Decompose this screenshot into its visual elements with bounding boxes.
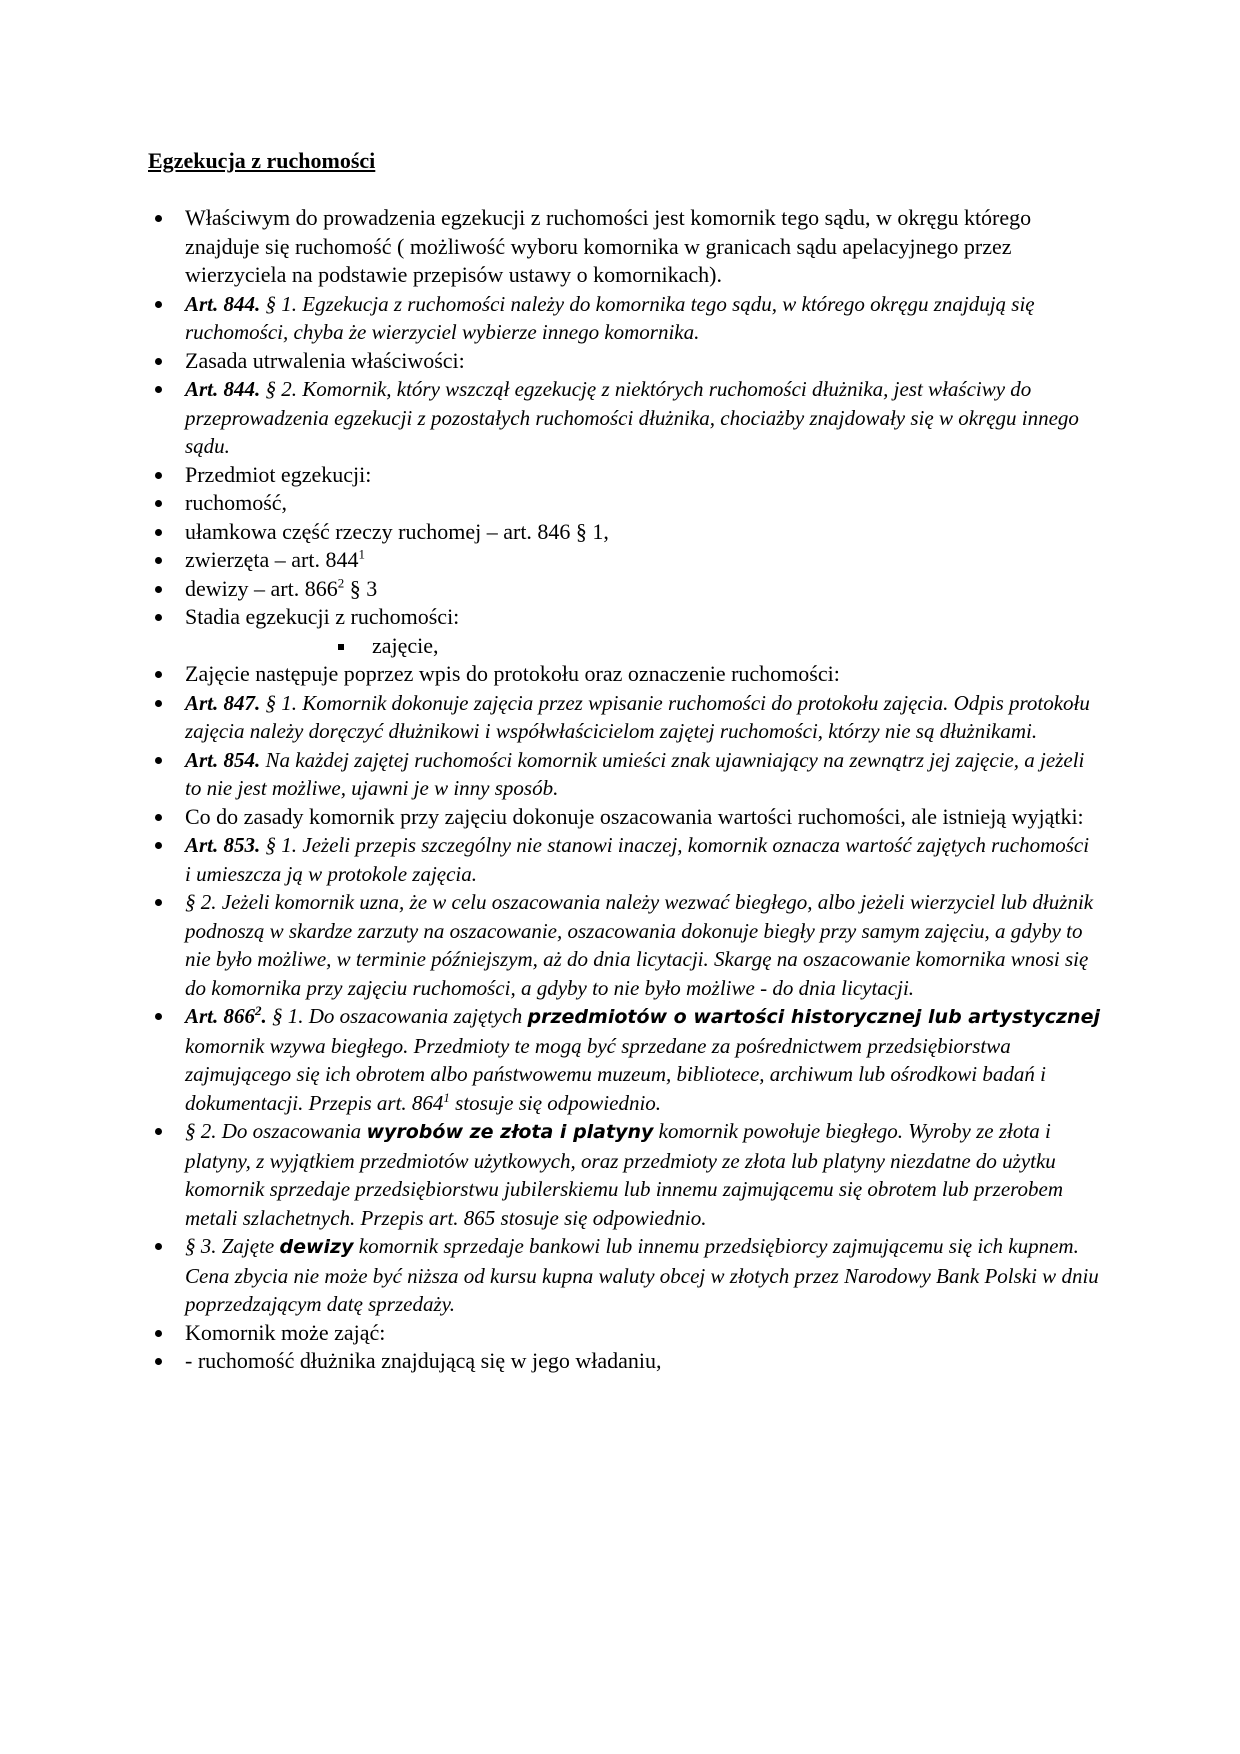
list-item: Zajęcie następuje poprzez wpis do protokołu oraz oznaczenie ruchomości: [0, 660, 1240, 689]
list-item: Art. 854. Na każdej zajętej ruchomości komornik umieści znak ujawniający na zewnątrz jej zajęcie, a jeżeli to nie jest możliwe, ujawni je w inny sposób. [0, 746, 1240, 803]
list-item: Stadia egzekucji z ruchomości: [0, 603, 1240, 632]
document-title: Egzekucja z ruchomości [148, 148, 376, 173]
list-item: zwierzęta – art. $844^1$ [0, 546, 1240, 575]
list-item: Właściwym do prowadzenia egzekucji z ruchomości jest komornik tego sądu, w okręgu którego znajduje się ruchomość ( możliwość wyboru komornika w granicach sądu apelacyjnego przez wierzyciela na podstawie przepisów ustawy o komornikach). [0, 204, 1240, 290]
list-item: Zasada utrwalenia właściwości: [0, 347, 1240, 376]
list-item: - ruchomość dłużnika znajdującą się w jego władaniu, [0, 1347, 1240, 1376]
list-item: Art. 853. § 1. Jeżeli przepis szczególny nie stanowi inaczej, komornik oznacza wartość zajętych ruchomości i umieszcza ją w protokole zajęcia. [0, 831, 1240, 888]
list-item: Przedmiot egzekucji: [0, 461, 1240, 490]
list-item: ruchomość, [0, 489, 1240, 518]
list-item: § 3. Zajęte dewizy komornik sprzedaje bankowi lub innemu przedsiębiorcy zajmującemu się ich kupnem. Cena zbycia nie może być niższa od kursu kupna waluty obcej w złotych przez Narodowy Bank Polski w dniu poprzedzającym datę sprzedaży. [0, 1232, 1240, 1319]
bullet-list [0, 204, 1240, 1376]
list-item: Art. 844. § 1. Egzekucja z ruchomości należy do komornika tego sądu, w którego okręgu znajdują się ruchomości, chyba że wierzyciel wybierze innego komornika. [0, 290, 1240, 347]
list-item: dewizy – art. $866^2$ § 3 [0, 575, 1240, 604]
list-item: Co do zasady komornik przy zajęciu dokonuje oszacowania wartości ruchomości, ale istnieją wyjątki: [0, 803, 1240, 832]
list-item: § 2. Do oszacowania wyrobów ze złota i platyny komornik powołuje biegłego. Wyroby ze złota i platyny, z wyjątkiem przedmiotów użytkowych, oraz przedmioty ze złota lub platyny niezdatne do użytku komornik sprzedaje przedsiębiorstwu jubilerskiemu lub innemu zajmującemu się obrotem lub przerobem metali szlachetnych. Przepis art. 865 stosuje się odpowiednio. [0, 1117, 1240, 1232]
list-item: § 2. Jeżeli komornik uzna, że w celu oszacowania należy wezwać biegłego, albo jeżeli wierzyciel lub dłużnik podnoszą w skardze zarzuty na oszacowanie, oszacowania dokonuje biegły przy samym zajęciu, a gdyby to nie było możliwe, w terminie późniejszym, aż do dnia licytacji. Skargę na oszacowanie komornika wnosi się do komornika przy zajęciu ruchomości, a gdyby to nie było możliwe - do dnia licytacji. [0, 888, 1240, 1002]
list-item: Komornik może zająć: [0, 1319, 1240, 1348]
sub-list-item: zajęcie, [0, 632, 1240, 661]
list-item: Art. $866^2$. § 1. Do oszacowania zajętych przedmiotów o wartości historycznej lub artystycznej komornik wzywa biegłego. Przedmioty te mogą być sprzedane za pośrednictwem przedsiębiorstwa zajmującego się ich obrotem albo państwowemu muzeum, bibliotece, archiwum lub ośrodkowi badań i dokumentacji. Przepis art. $864^1$ stosuje się odpowiednio. [0, 1002, 1240, 1117]
list-item: Art. 844. § 2. Komornik, który wszczął egzekucję z niektórych ruchomości dłużnika, jest właściwy do przeprowadzenia egzekucji z pozostałych ruchomości dłużnika, chociażby znajdowały się w okręgu innego sądu. [0, 375, 1240, 461]
list-item: ułamkowa część rzeczy ruchomej – art. 846 § 1, [0, 518, 1240, 547]
list-item: Art. 847. § 1. Komornik dokonuje zajęcia przez wpisanie ruchomości do protokołu zajęcia. Odpis protokołu zajęcia należy doręczyć dłużnikowi i współwłaścicielom zajętej ruchomości, którzy nie są dłużnikami. [0, 689, 1240, 746]
